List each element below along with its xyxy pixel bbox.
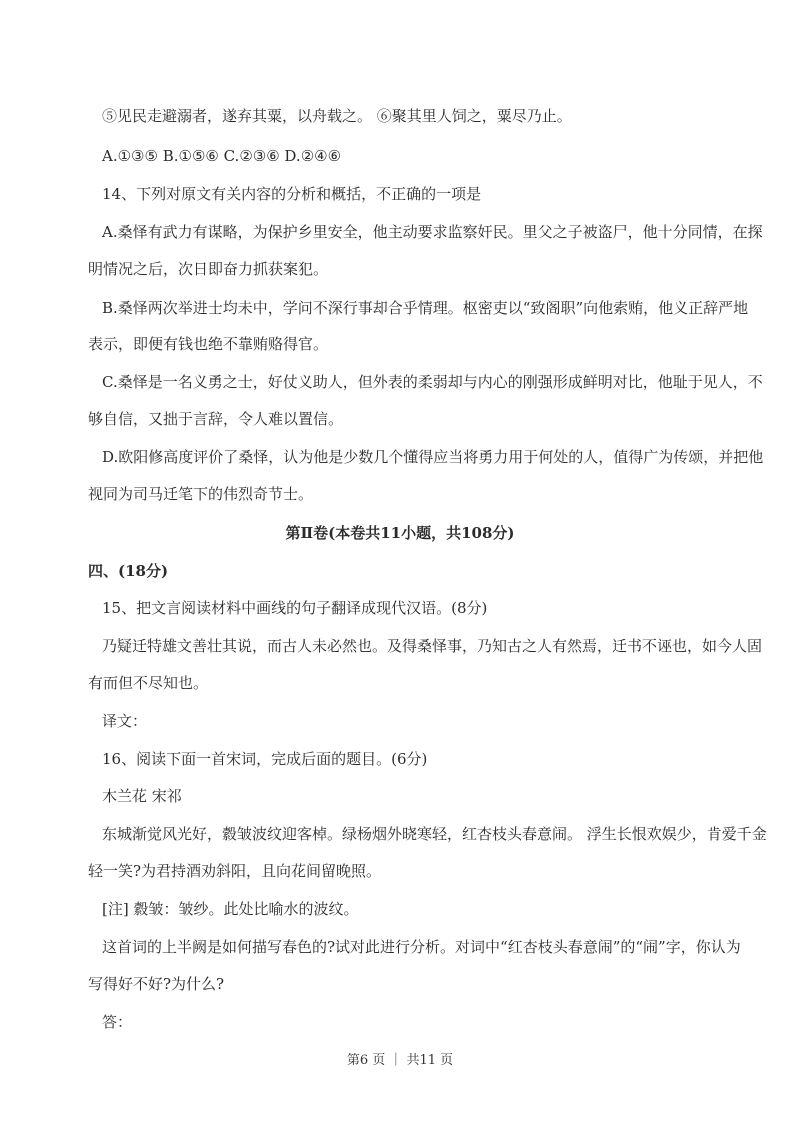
q15-text-line2: 有而但不尽知也。 (88, 674, 209, 692)
q16-question-line2: 写得好不好?为什么? (88, 975, 225, 993)
part-4-heading: 四、(18分) (88, 562, 169, 580)
page-footer: 第6 页 ｜ 共11 页 (346, 1053, 454, 1068)
q15-answer-label: 译文： (102, 712, 148, 730)
q15-text-line1: 乃疑迁特雄文善壮其说，而古人未必然也。及得桑怿事，乃知古之人有然焉，迁书不诬也，如今人固 (102, 637, 763, 655)
q14-option-c-line1: C.桑怿是一名义勇之士，好仗义助人，但外表的柔弱却与内心的刚强形成鲜明对比，他耻于见人，不 (102, 373, 763, 391)
section-title-volume-2: 第Ⅱ卷(本卷共11小题，共108分) (285, 524, 515, 542)
q14-option-b-line2: 表示，即便有钱也绝不靠贿赂得官。 (88, 335, 329, 353)
poem-line1: 东城渐觉风光好，縠皱波纹迎客棹。绿杨烟外晓寒轻，红杏枝头春意闹。 浮生长恨欢娱少，肯爱千金 (102, 825, 767, 843)
q14-option-d-line1: D.欧阳修高度评价了桑怿，认为他是少数几个懂得应当将勇力用于何处的人，值得广为传颂，并把他 (102, 448, 764, 466)
q14-option-d-line2: 视同为司马迁笔下的伟烈奇节士。 (88, 485, 314, 503)
q14-option-a-line1: A.桑怿有武力有谋略，为保护乡里安全，他主动要求监察奸民。里父之子被盗尸，他十分同情，在探 (102, 223, 763, 241)
q14-option-a-line2: 明情况之后，次日即奋力抓获案犯。 (88, 260, 329, 278)
question-15: 15、把文言阅读材料中画线的句子翻译成现代汉语。(8分) (102, 599, 488, 617)
option-line-5-6: ⑤见民走避溺者，遂弃其粟，以舟载之。 ⑥聚其里人饲之，粟尽乃止。 (102, 107, 572, 125)
poem-note: [注] 縠皱：皱纱。此处比喻水的波纹。 (102, 900, 359, 918)
question-14: 14、下列对原文有关内容的分析和概括，不正确的一项是 (102, 185, 482, 203)
question-16: 16、阅读下面一首宋词，完成后面的题目。(6分) (102, 750, 428, 768)
poem-title: 木兰花 宋祁 (102, 787, 182, 805)
q16-answer-label: 答： (102, 1013, 133, 1031)
q14-option-b-line1: B.桑怿两次举进士均未中，学问不深行事却合乎情理。枢密吏以“致阁职”向他索贿，他义正辞严地 (102, 299, 749, 317)
q13-choices: A.①③⑤ B.①⑤⑥ C.②③⑥ D.②④⑥ (102, 147, 342, 165)
poem-line2: 轻一笑?为君持酒劝斜阳，且向花间留晚照。 (88, 862, 382, 880)
q16-question-line1: 这首词的上半阙是如何描写春色的?试对此进行分析。对词中“红杏枝头春意闹”的“闹”字，你认为 (102, 938, 741, 956)
q14-option-c-line2: 够自信，又拙于言辞，令人难以置信。 (88, 410, 344, 428)
